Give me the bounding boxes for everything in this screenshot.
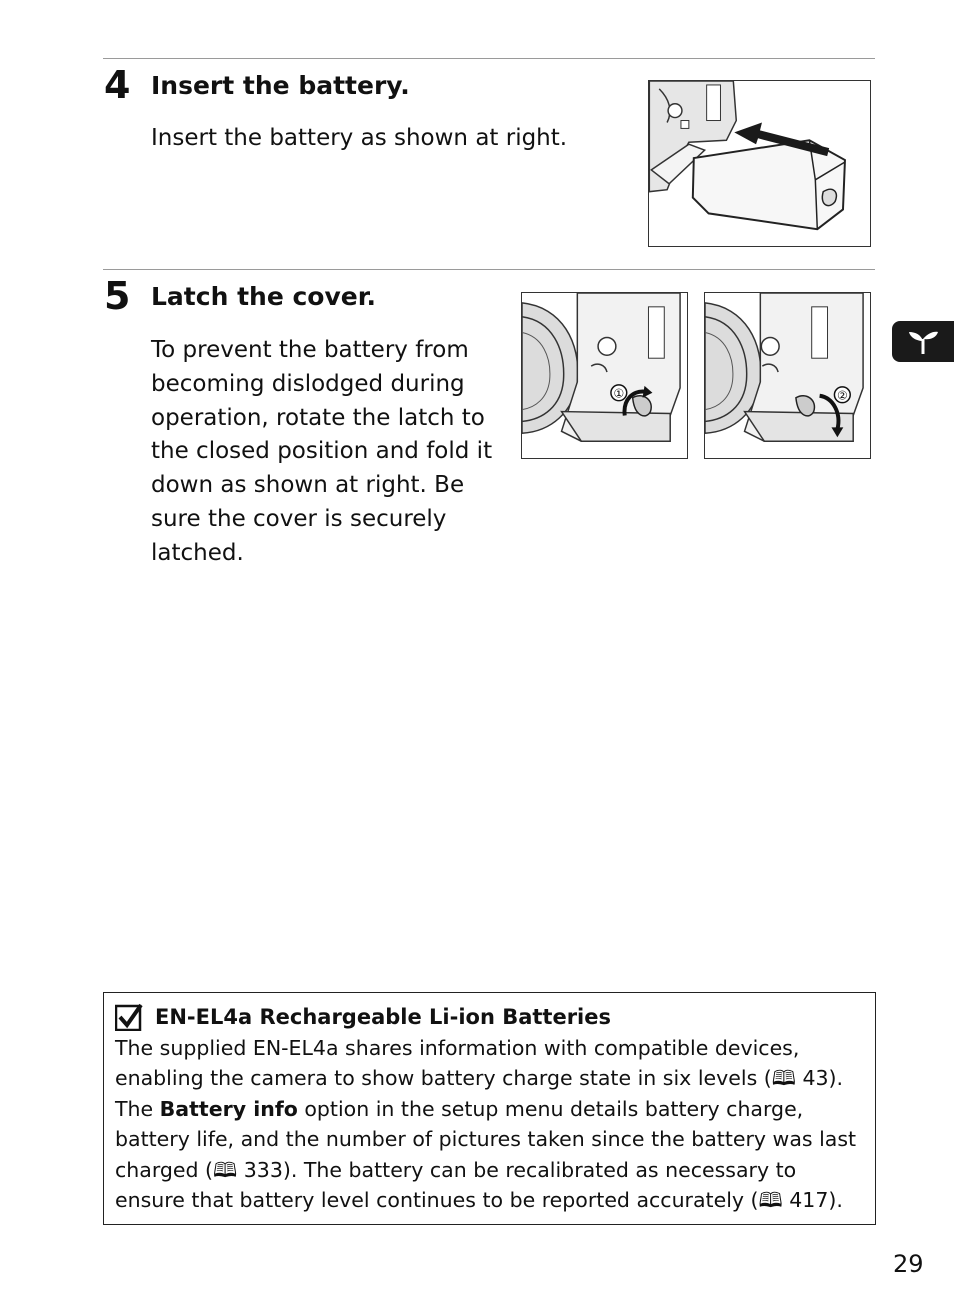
step5-number: 5 (104, 274, 131, 318)
note-heading (115, 1001, 865, 1033)
step4-title: Insert the battery. (151, 71, 410, 100)
rotate-latch-figure (521, 292, 688, 459)
book-icon: 🕮 (758, 1188, 783, 1213)
step5-body-line: To prevent the battery from (151, 337, 469, 363)
step5-body-line: down as shown at right. Be (151, 472, 465, 499)
fold-latch-illustration (705, 293, 870, 458)
step5-body-line: operation, rotate the latch to (151, 404, 485, 431)
step4-body: Insert the battery as shown at right. (151, 125, 568, 151)
battery-info-term: Battery info (159, 1096, 298, 1121)
book-icon: 🕮 (213, 1157, 238, 1182)
rotate-latch-illustration (522, 293, 687, 458)
step5-body-line: becoming dislodged during (151, 370, 465, 397)
step5-body-line: latched. (151, 539, 244, 566)
step5-body-line: sure the cover is securely (151, 505, 447, 532)
battery-note-box (103, 992, 876, 1225)
chapter-tab (892, 321, 954, 362)
note-line: ensure that battery level continues to be reported accurately (🕮 417). (115, 1188, 843, 1213)
book-icon: 🕮 (771, 1066, 796, 1091)
note-line: charged (🕮 333). The battery can be recalibrated as necessary to (115, 1157, 797, 1182)
note-line: enabling the camera to show battery charge state in six levels (🕮 43). (115, 1066, 844, 1091)
note-line: The Battery info option in the setup menu details battery charge, (115, 1096, 804, 1121)
insert-battery-figure (648, 80, 871, 247)
figure-marker-1: ① (613, 386, 625, 401)
note-line: battery life, and the number of pictures taken since the battery was last (115, 1127, 857, 1152)
sprout-icon (906, 329, 940, 355)
insert-battery-illustration (649, 81, 870, 246)
step4-top-rule (103, 58, 875, 59)
check-mark-icon (115, 1003, 143, 1031)
step5-title: Latch the cover. (151, 282, 376, 311)
step4-number: 4 (104, 63, 131, 107)
note-title: EN-EL4a Rechargeable Li-ion Batteries (155, 1005, 612, 1029)
step5-body-line: the closed position and fold it (151, 438, 493, 465)
step5-top-rule (103, 269, 875, 270)
fold-latch-figure (704, 292, 871, 459)
figure-marker-2: ② (837, 388, 848, 403)
step5-body (151, 334, 492, 571)
page-number: 29 (893, 1250, 924, 1278)
note-line: The supplied EN-EL4a shares information with compatible devices, (115, 1036, 800, 1060)
